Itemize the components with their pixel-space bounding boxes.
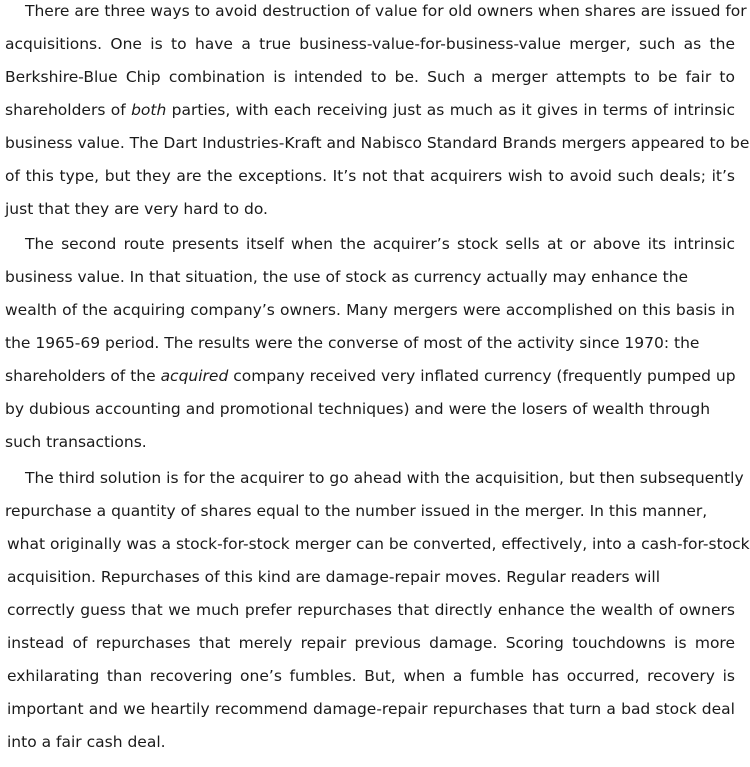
text-line: of this type, but they are the exceptions. It’s not that acquirers wish to avoid such deals; it’s bbox=[5, 167, 735, 185]
text-line: The third solution is for the acquirer to go ahead with the acquisition, but then subsequently bbox=[25, 469, 744, 487]
text-line: There are three ways to avoid destruction of value for old owners when shares are issued for bbox=[25, 2, 747, 20]
text-line: The second route presents itself when the acquirer’s stock sells at or above its intrinsic bbox=[25, 235, 735, 253]
text-line: shareholders of the acquired company received very inflated currency (frequently pumped up bbox=[5, 367, 736, 385]
text-line: what originally was a stock-for-stock merger can be converted, effectively, into a cash-for-stock bbox=[7, 535, 750, 553]
text-line: the 1965-69 period. The results were the converse of most of the activity since 1970: the bbox=[5, 334, 700, 352]
text-line: just that they are very hard to do. bbox=[5, 200, 268, 218]
text-line: important and we heartily recommend damage-repair repurchases that turn a bad stock deal bbox=[7, 700, 735, 718]
text-line: business value. The Dart Industries-Kraft and Nabisco Standard Brands mergers appeared to be bbox=[5, 134, 750, 152]
text-line: into a fair cash deal. bbox=[7, 733, 166, 751]
text-line: wealth of the acquiring company’s owners. Many mergers were accomplished on this basis in bbox=[5, 301, 735, 319]
text-line: by dubious accounting and promotional techniques) and were the losers of wealth through bbox=[5, 400, 711, 418]
text-line: shareholders of both parties, with each receiving just as much as it gives in terms of intrinsic bbox=[5, 101, 735, 119]
text-line: acquisition. Repurchases of this kind are damage-repair moves. Regular readers will bbox=[7, 568, 661, 586]
text-line: exhilarating than recovering one’s fumbles. But, when a fumble has occurred, recovery is bbox=[7, 667, 735, 685]
text-line: Berkshire-Blue Chip combination is intended to be. Such a merger attempts to be fair to bbox=[5, 68, 735, 86]
text-line: repurchase a quantity of shares equal to the number issued in the merger. In this manner, bbox=[5, 502, 708, 520]
text-line: such transactions. bbox=[5, 433, 147, 451]
text-line: business value. In that situation, the use of stock as currency actually may enhance the bbox=[5, 268, 689, 286]
text-line: instead of repurchases that merely repair previous damage. Scoring touchdowns is more bbox=[7, 634, 735, 652]
emphasis: acquired bbox=[160, 367, 229, 385]
text-line: acquisitions. One is to have a true business-value-for-business-value merger, such as the bbox=[5, 35, 735, 53]
text-line: correctly guess that we much prefer repurchases that directly enhance the wealth of owners bbox=[7, 601, 735, 619]
emphasis: both bbox=[131, 101, 167, 119]
